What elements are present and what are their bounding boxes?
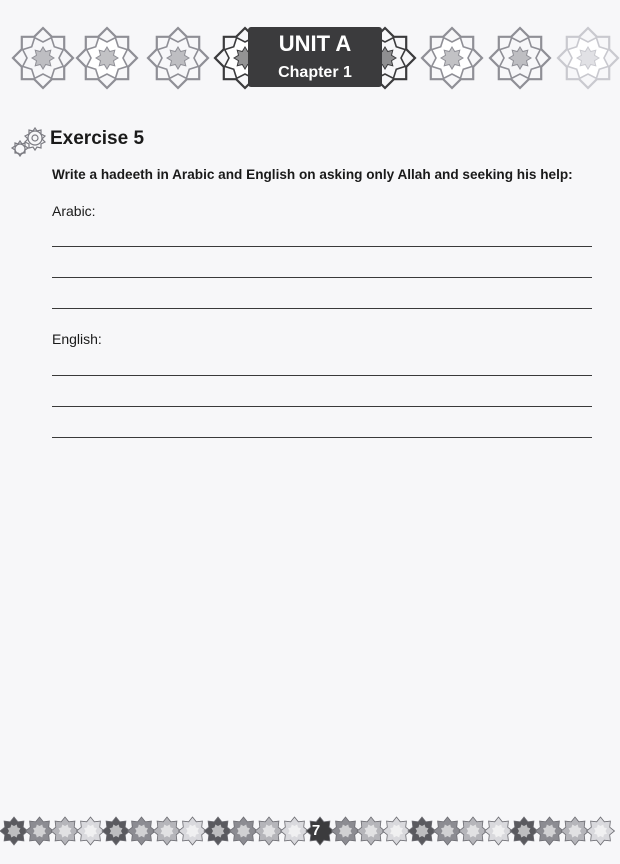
gear-pattern-icon xyxy=(10,125,48,159)
exercise-instruction: Write a hadeeth in Arabic and English on asking only Allah and seeking his help: xyxy=(52,167,573,182)
english-label: English: xyxy=(52,331,102,347)
english-answer-line-2[interactable] xyxy=(52,406,592,407)
english-answer-line-1[interactable] xyxy=(52,375,592,376)
page-number: 7 xyxy=(311,822,321,839)
chapter-title: Chapter 1 xyxy=(278,64,352,81)
arabic-answer-line-3[interactable] xyxy=(52,308,592,309)
geometric-star-ornament xyxy=(167,47,189,69)
exercise-title: Exercise 5 xyxy=(50,128,145,149)
unit-title: UNIT A xyxy=(278,31,352,56)
geometric-star-ornament xyxy=(96,47,118,69)
arabic-label: Arabic: xyxy=(52,203,96,219)
arabic-answer-line-1[interactable] xyxy=(52,246,592,247)
geometric-star-ornament xyxy=(32,47,54,69)
geometric-star-ornament xyxy=(509,47,531,69)
geometric-star-ornament xyxy=(441,47,463,69)
english-answer-line-3[interactable] xyxy=(52,437,592,438)
geometric-star-ornament xyxy=(577,47,599,69)
arabic-answer-line-2[interactable] xyxy=(52,277,592,278)
